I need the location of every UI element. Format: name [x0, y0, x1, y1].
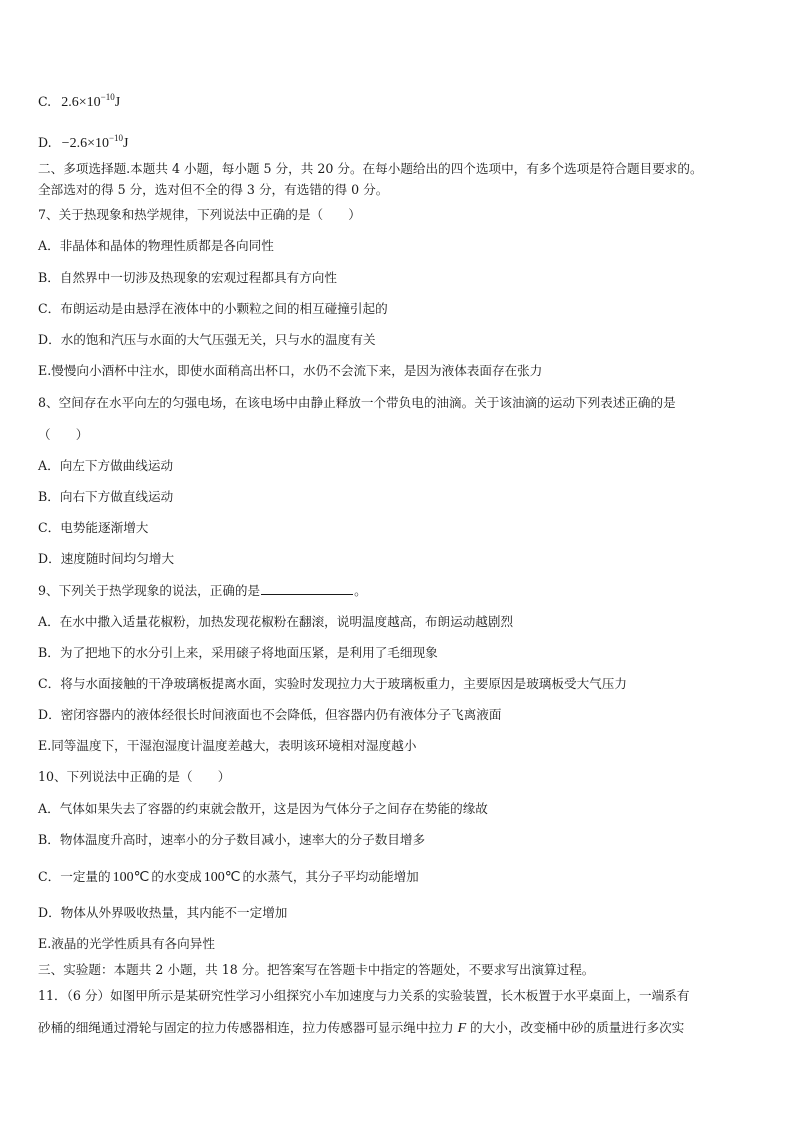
q10-option-e: E.液晶的光学性质具有各向异性 — [38, 936, 215, 951]
q7-option-d: D．水的饱和汽压与水面的大气压强无关，只与水的温度有关 — [38, 332, 376, 347]
section2-heading-line1: 二、多项选择题.本题共 4 小题，每小题 5 分，共 20 分。在每小题给出的四个选项中，有多个选项是符合题目要求的。 — [38, 161, 703, 176]
option-text: 的水蒸气，其分子平均动能增加 — [242, 869, 419, 884]
q8-stem: 8、空间存在水平向左的匀强电场，在该电场中由静止释放一个带负电的油滴。关于该油滴的运动下列表述正确的是 — [38, 395, 676, 410]
q9-option-a: A．在水中撒入适量花椒粉，加热发现花椒粉在翻滚，说明温度越高，布朗运动越剧烈 — [38, 614, 514, 629]
q6-option-c — [38, 89, 120, 111]
temperature: 100℃ — [112, 870, 150, 885]
option-letter: C. — [38, 94, 52, 109]
temperature: 100℃ — [203, 870, 241, 885]
q10-option-b: B．物体温度升高时，速率小的分子数目减小，速率大的分子数目增多 — [38, 832, 426, 847]
q7-stem: 7、关于热现象和热学规律，下列说法中正确的是（ ） — [38, 207, 361, 222]
q10-option-c — [38, 869, 419, 886]
q8-option-c: C．电势能逐渐增大 — [38, 520, 149, 535]
q9-option-c: C．将与水面接触的干净玻璃板提离水面，实验时发现拉力大于玻璃板重力，主要原因是玻璃板受大气压力 — [38, 676, 627, 691]
q9-stem — [38, 583, 367, 599]
q10-stem: 10、下列说法中正确的是（ ） — [38, 769, 231, 784]
force-variable: F — [457, 1021, 467, 1036]
q8-option-b: B．向右下方做直线运动 — [38, 489, 174, 504]
q11-line2 — [38, 1020, 684, 1037]
formula: $2.6\times 10^{-10}J$ — [61, 92, 121, 110]
q8-option-d: D．速度随时间均匀增大 — [38, 551, 175, 566]
q9-option-e: E.同等温度下，干湿泡湿度计温度差越大，表明该环境相对湿度越小 — [38, 738, 417, 753]
answer-blank — [261, 583, 353, 595]
option-letter: D. — [38, 135, 52, 150]
q9-stem-text: 9、下列关于热学现象的说法，正确的是 — [38, 583, 261, 598]
q6-option-d — [38, 130, 129, 152]
q8-stem-cont: （ ） — [38, 427, 89, 442]
q7-option-a: A．非晶体和晶体的物理性质都是各向同性 — [38, 238, 274, 253]
q9-option-b: B．为了把地下的水分引上来，采用磙子将地面压紧，是利用了毛细现象 — [38, 645, 438, 660]
q7-option-e: E.慢慢向小酒杯中注水，即使水面稍高出杯口，水仍不会流下来，是因为液体表面存在张力 — [38, 363, 543, 378]
formula: $-2.6\times 10^{-10}J$ — [61, 133, 129, 151]
option-text: C．一定量的 — [38, 869, 111, 884]
q7-option-c: C．布朗运动是由悬浮在液体中的小颗粒之间的相互碰撞引起的 — [38, 301, 388, 316]
option-text: 的水变成 — [151, 869, 202, 884]
section2-heading-line2: 全部选对的得 5 分，选对但不全的得 3 分，有选错的得 0 分。 — [38, 182, 389, 197]
q10-option-d: D．物体从外界吸收热量，其内能不一定增加 — [38, 905, 288, 920]
q9-option-d: D．密闭容器内的液体经很长时间液面也不会降低，但容器内仍有液体分子飞离液面 — [38, 707, 502, 722]
q8-option-a: A．向左下方做曲线运动 — [38, 458, 174, 473]
q11-text: 的大小，改变桶中砂的质量进行多次实 — [470, 1020, 685, 1035]
q7-option-b: B．自然界中一切涉及热现象的宏观过程都具有方向性 — [38, 270, 337, 285]
q11-text: 砂桶的细绳通过滑轮与固定的拉力传感器相连，拉力传感器可显示绳中拉力 — [38, 1020, 454, 1035]
q10-option-a: A．气体如果失去了容器的约束就会散开，这是因为气体分子之间存在势能的缘故 — [38, 801, 488, 816]
section3-heading: 三、实验题：本题共 2 小题，共 18 分。把答案写在答题卡中指定的答题处，不要求写出演算过程。 — [38, 962, 595, 977]
q9-stem-end: 。 — [354, 583, 367, 598]
q11-line1: 11．（6 分）如图甲所示是某研究性学习小组探究小车加速度与力关系的实验装置，长木板置于水平桌面上，一端系有 — [38, 988, 690, 1003]
